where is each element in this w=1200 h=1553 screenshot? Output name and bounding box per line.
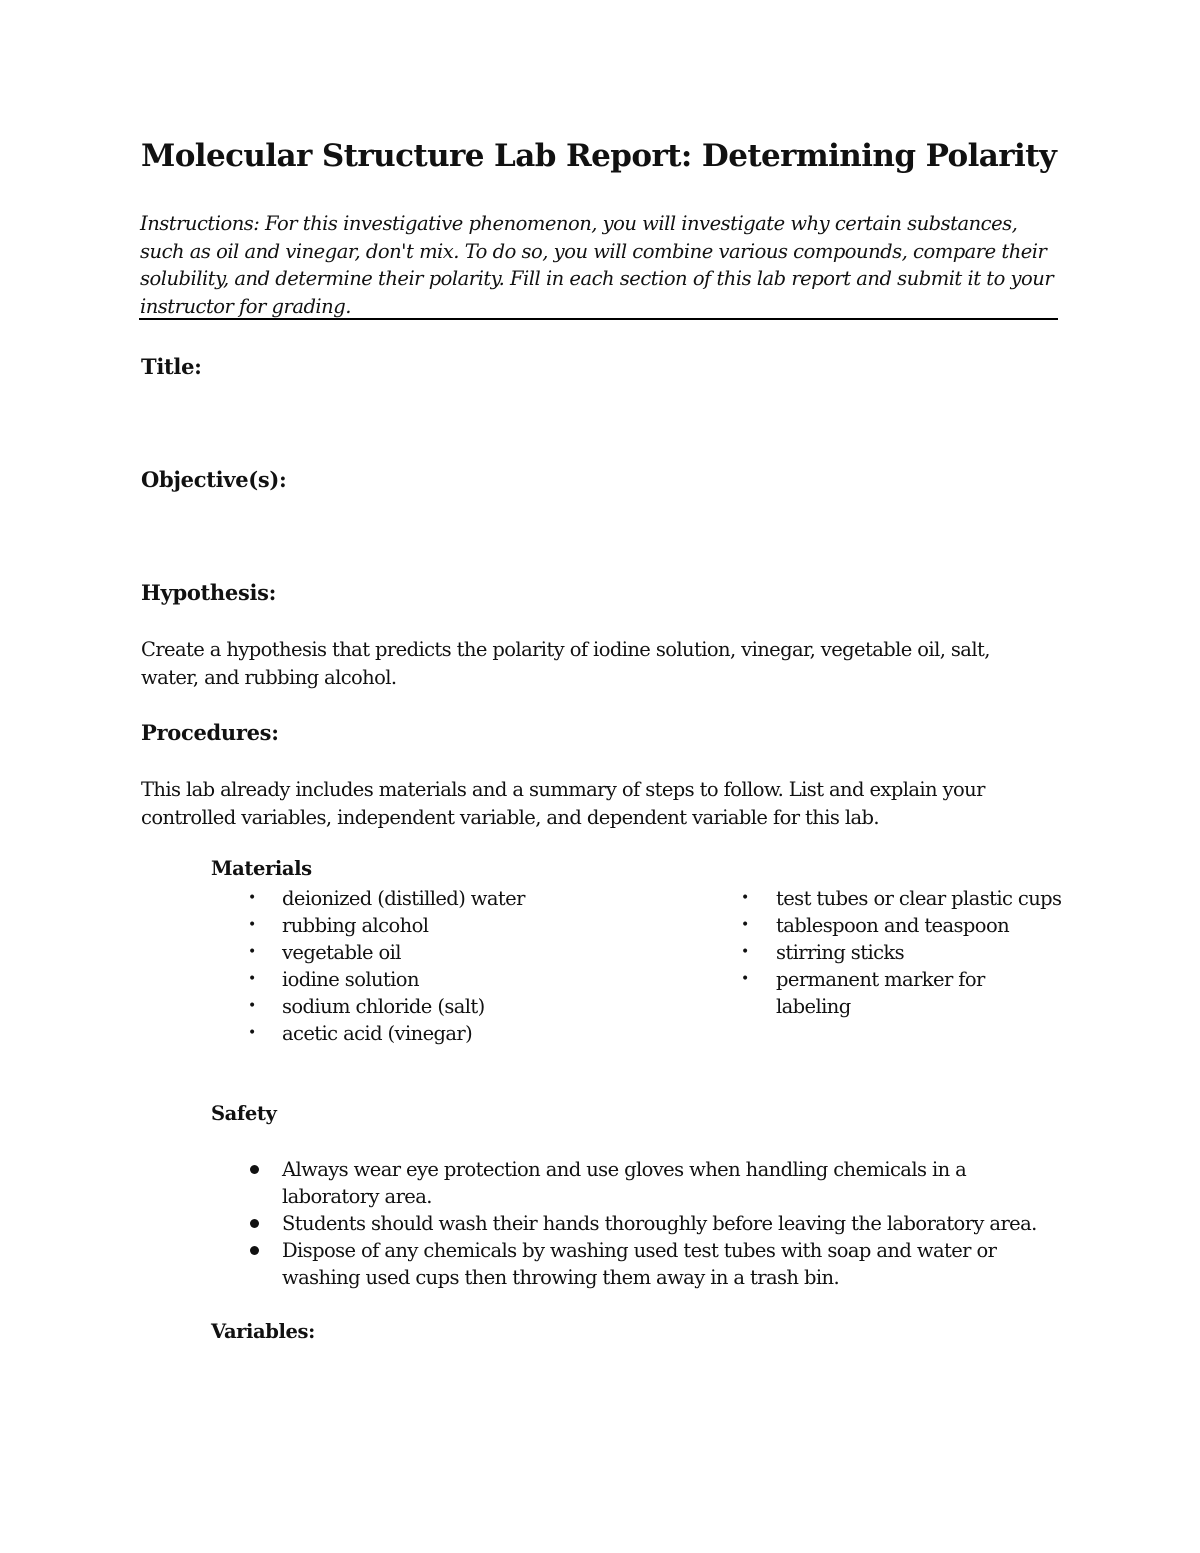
bullet: • [248, 998, 257, 1014]
bullet [250, 1246, 259, 1255]
safety-item: Always wear eye protection and use gloves when handling chemicals in a laboratory area. [282, 1158, 967, 1208]
safety-item: Students should wash their hands thoroughly before leaving the laboratory area. [282, 1212, 1037, 1235]
material-item: iodine solution [282, 968, 419, 991]
title-label: Title: [141, 354, 202, 379]
bullet [250, 1219, 259, 1228]
material-item: acetic acid (vinegar) [282, 1022, 473, 1045]
bullet: • [741, 917, 750, 933]
variables-heading: Variables: [211, 1320, 315, 1343]
material-item: sodium chloride (salt) [282, 995, 485, 1018]
material-item: tablespoon and teaspoon [776, 914, 1010, 937]
bullet: • [248, 890, 257, 906]
instructions-paragraph: Instructions: For this investigative phenomenon, you will investigate why certain substances, such as oil and vinegar, don't mix. To do so, you will combine various compounds, compare their solubility, and determine their polarity. Fill in each section of this lab report and submit it to your instructor for grading. [140, 212, 1054, 318]
document-title: Molecular Structure Lab Report: Determining Polarity [141, 138, 1057, 174]
bullet: • [741, 890, 750, 906]
procedures-text: This lab already includes materials and a summary of steps to follow. List and explain your controlled variables, independent variable, and dependent variable for this lab. [141, 778, 985, 829]
bullet [250, 1165, 259, 1174]
material-item: stirring sticks [776, 941, 905, 964]
material-item: permanent marker for labeling [776, 968, 985, 1018]
bullet: • [248, 1025, 257, 1041]
material-item: rubbing alcohol [282, 914, 429, 937]
bullet: • [248, 944, 257, 960]
bullet: • [248, 971, 257, 987]
material-item: test tubes or clear plastic cups [776, 887, 1062, 910]
objectives-label: Objective(s): [141, 467, 287, 492]
bullet: • [741, 971, 750, 987]
hypothesis-label: Hypothesis: [141, 580, 277, 605]
bullet: • [741, 944, 750, 960]
hypothesis-text: Create a hypothesis that predicts the polarity of iodine solution, vinegar, vegetable oil, salt, water, and rubbing alcohol. [141, 638, 990, 689]
material-item: deionized (distilled) water [282, 887, 525, 910]
material-item: vegetable oil [282, 941, 401, 964]
procedures-label: Procedures: [141, 720, 279, 745]
divider-rule [139, 318, 1058, 320]
materials-heading: Materials [211, 857, 312, 880]
bullet: • [248, 917, 257, 933]
safety-heading: Safety [211, 1102, 277, 1125]
safety-item: Dispose of any chemicals by washing used test tubes with soap and water or washing used cups then throwing them away in a trash bin. [282, 1239, 997, 1289]
